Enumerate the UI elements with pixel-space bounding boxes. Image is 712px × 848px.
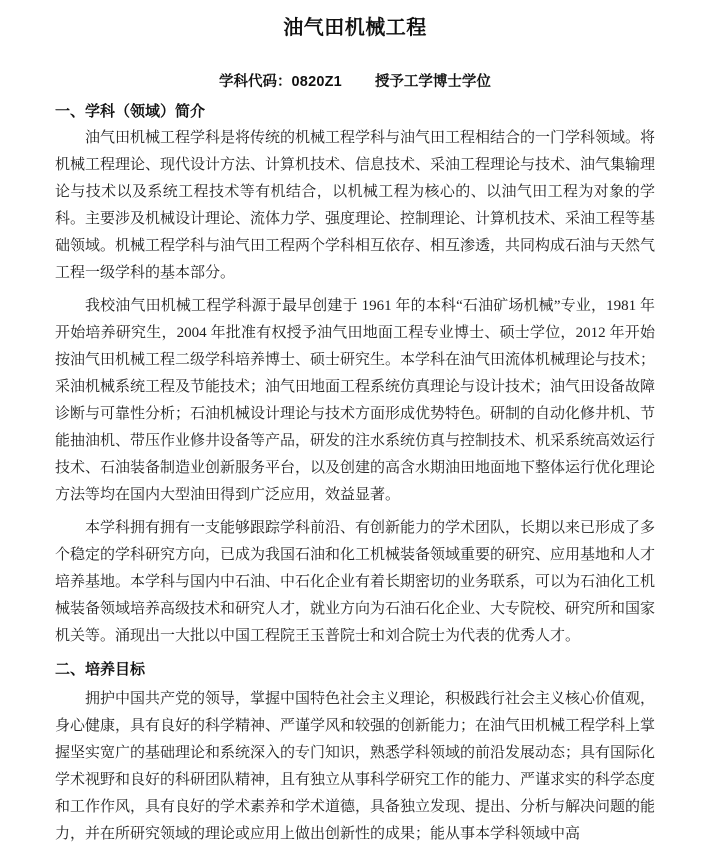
paragraph-discipline-overview: 油气田机械工程学科是将传统的机械工程学科与油气田工程相结合的一门学科领域。将机械工程理论、现代设计方法、计算机技术、信息技术、采油工程理论与技术、油气集输理论与技术以及系统工程技术等有机结合，以机械工程为核心的、以油气田工程为对象的学科。主要涉及机械设计理论、流体力学、强度理论、控制理论、计算机技术、采油工程等基础领域。机械工程学科与油气田工程两个学科相互依存、相互渗透，共同构成石油与天然气工程一级学科的基本部分。 (55, 130, 656, 281)
subject-code-label: 学科代码： (219, 74, 292, 90)
degree-label: 授予工学博士学位 (374, 74, 491, 90)
subject-code (219, 73, 342, 91)
paragraph-discipline-team: 本学科拥有拥有一支能够跟踪学科前沿、有创新能力的学术团队，长期以来已形成了多个稳定的学科研究方向，已成为我国石油和化工机械装备领域重要的研究、应用基地和人才培养基地。本学科与国内中石油、中石化企业有着长期密切的业务联系，可以为石油化工机械装备领域培养高级技术和研究人才，就业方向为石油石化企业、大专院校、研究所和国家机关等。涌现出一大批以中国工程院王玉普院士和刘合院士为代表的优秀人才。 (55, 520, 656, 644)
section-heading-discipline-intro: 一、学科（领域）简介 (55, 103, 206, 120)
subject-meta-line (55, 73, 655, 91)
paragraph-discipline-history: 我校油气田机械工程学科源于最早创建于 1961 年的本科“石油矿场机械”专业，1981 年开始培养研究生，2004 年批准有权授予油气田地面工程专业博士、硕士学位，2012 年开始按油气田机械工程二级学科培养博士、硕士研究生。本学科在油气田流体机械理论与技术；采油机械系统工程及节能技术；油气田地面工程系统仿真理论与设计技术；油气田设备故障诊断与可靠性分析；石油机械设计理论与技术方面形成优势特色。研制的自动化修井机、节能抽油机、带压作业修井设备等产品，研发的注水系统仿真与控制技术、机采系统高效运行技术、石油装备制造业创新服务平台，以及创建的高含水期油田地面地下整体运行优化理论方法等均在国内大型油田得到广泛应用，效益显著。 (55, 298, 656, 503)
section-heading-training-goals: 二、培养目标 (55, 661, 146, 678)
subject-code-value: 0820Z1 (291, 74, 342, 90)
paragraph-training-goals: 拥护中国共产党的领导，掌握中国特色社会主义理论，积极践行社会主义核心价值观，身心健康，具有良好的科学精神、严谨学风和较强的创新能力；在油气田机械工程学科上掌握坚实宽广的基础理论和系统深入的专门知识，熟悉学科领域的前沿发展动态；具有国际化学术视野和良好的科研团队精神，且有独立从事科学研究工作的能力、严谨求实的科学态度和工作作风，具有良好的学术素养和学术道德，具备独立发现、提出、分析与解决问题的能力，并在所研究领域的理论或应用上做出创新性的成果；能从事本学科领域中高 (55, 691, 656, 842)
document-title: 油气田机械工程 (283, 17, 427, 39)
